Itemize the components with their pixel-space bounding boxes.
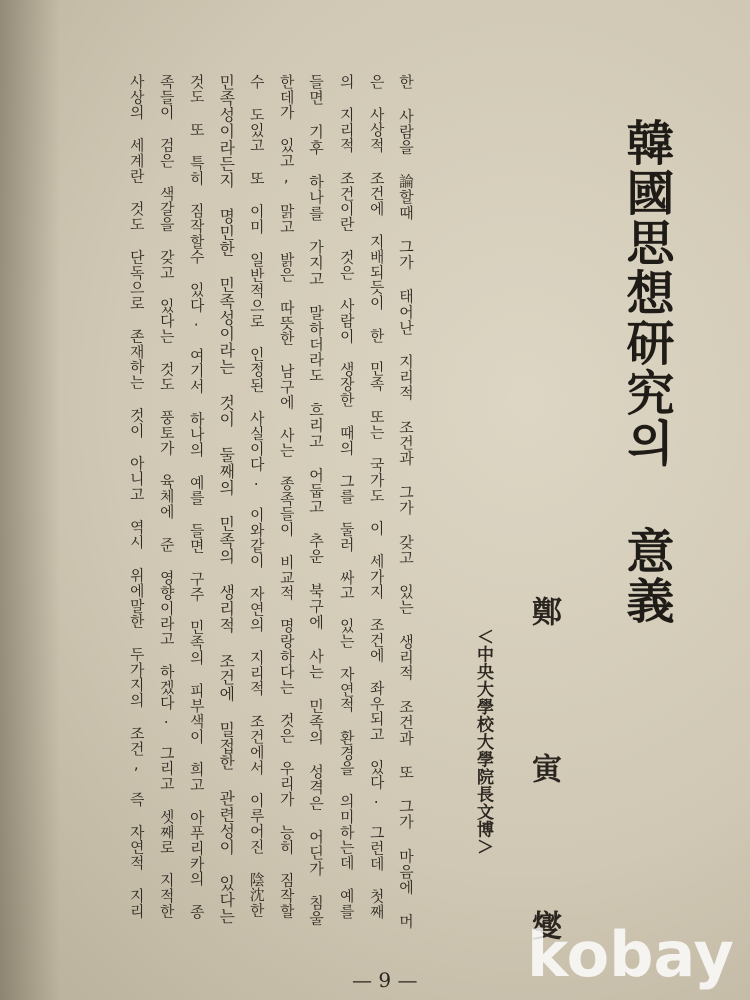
body-line: 것도 또 특히 짐작할수 있다. 여기서 하나의 예를 들면 구주 민족의 피부색이 희고 아푸리카의 종	[187, 74, 205, 920]
article-title: 韓國思想研究의 意義	[618, 118, 674, 626]
body-line: 들면 기후 하나를 가지고 말하더라도 흐리고 어둡고 추운 북구에 사는 민족의 성격은 어딘가 침울	[307, 74, 326, 927]
body-line: 수 도있고 또 이미 일반적으로 인정된 사실이다. 이와같이 자연의 지리적 조건에서 이루어진 陰沈한	[247, 74, 265, 918]
body-line: 족들이 검은 색갈을 갖고 있다는 것도 풍토가 육체에 준 영향이라고 하겠다. 그리고 셋째로 지적한	[157, 74, 175, 919]
watermark-logo: kobay	[527, 918, 734, 991]
author-affiliation: ＜中央大學校大學院長文博＞	[473, 628, 493, 856]
binding-shadow	[0, 0, 60, 1000]
body-line: 은 사상적 조건에 지배되듯이 한 민족 또는 국가도 이 세가지 조건에 좌우되고 있다. 그런데 첫째	[367, 74, 385, 920]
author-name: 鄭 寅 燮	[526, 596, 561, 986]
page-number: — 9 —	[352, 968, 418, 992]
body-line: 의 지리적 조건이란 것은 사람이 생장한 때의 그를 둘러 싸고 있는 자연적 환경을 의미하는데 예를	[337, 74, 355, 919]
body-line: 사상의 세계란 것도 단독으로 존재하는 것이 아니고 역시 위에말한 두가지의 조건, 즉 자연적 지리	[127, 74, 145, 919]
body-line: 한 사람을 論할때 그가 태어난 지리적 조건과 그가 갖고 있는 생리적 조건과 또 그가 마음에 머	[396, 74, 415, 930]
body-line: 한데가 있고, 맑고 밝은 따뜻한 남구에 사는 종족들이 비교적 명랑하다는 것은 우리가 능히 짐작할	[277, 74, 295, 919]
body-line: 민족성이라든지 명민한 민족성이라는 것이 둘째의 민족의 생리적 조건에 밀접한 관련성이 있다는	[216, 74, 236, 925]
